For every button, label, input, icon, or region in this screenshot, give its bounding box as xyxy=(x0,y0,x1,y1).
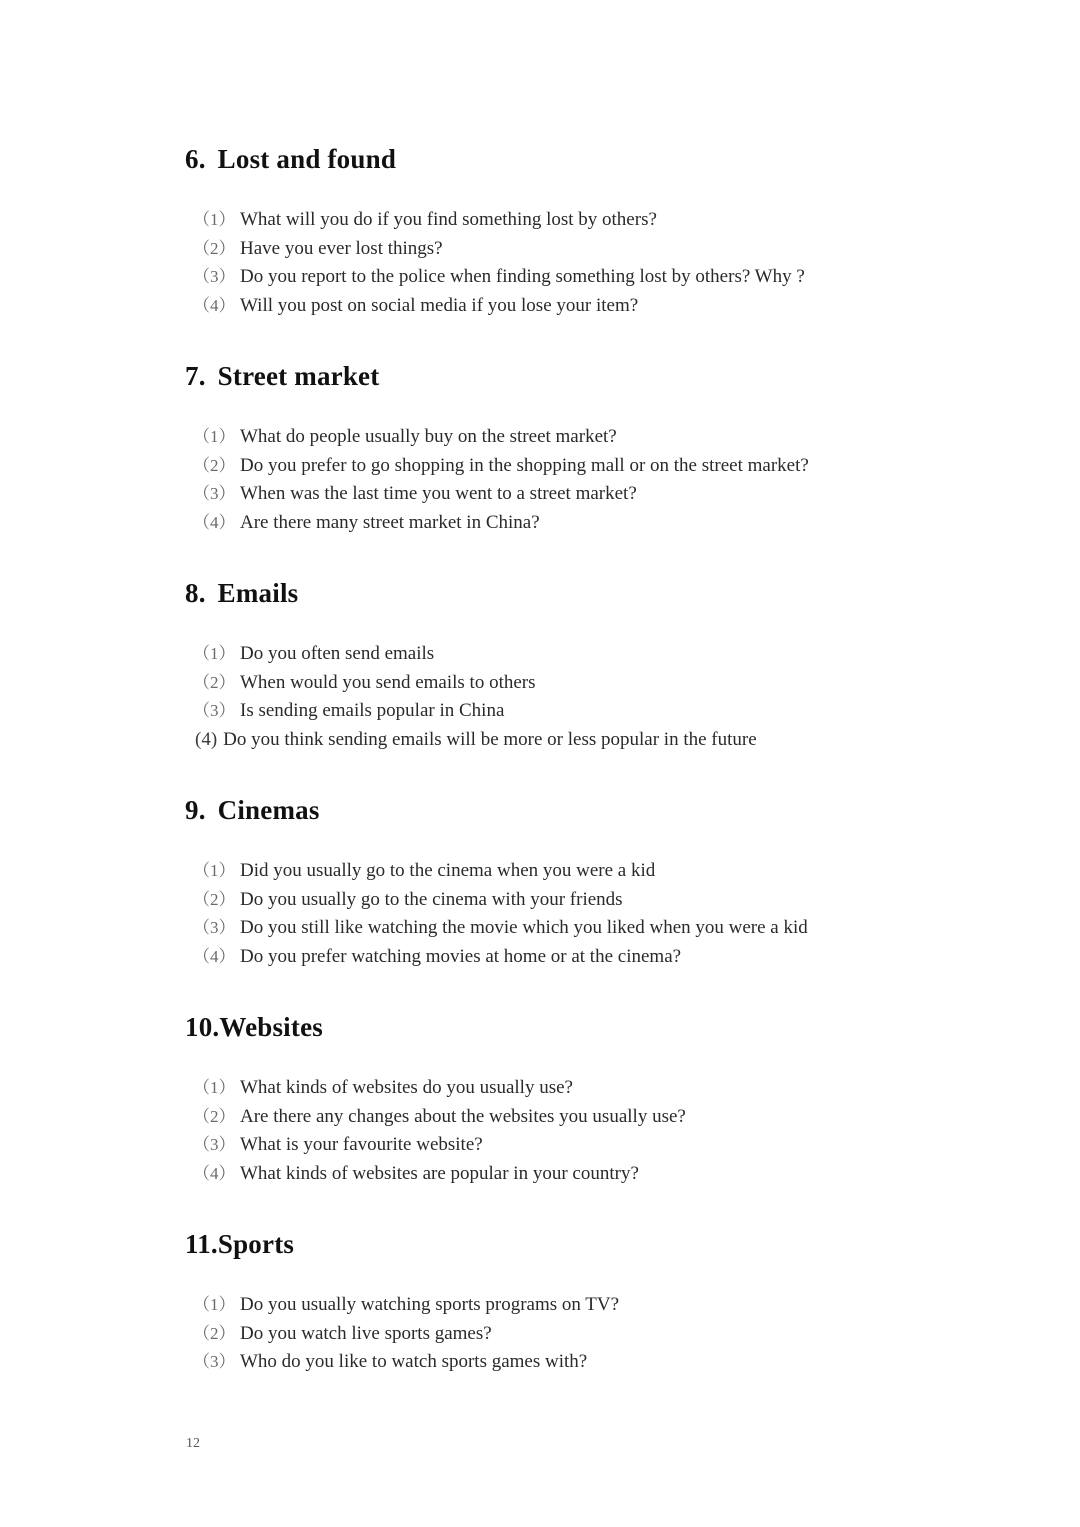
question-item xyxy=(185,640,945,669)
section-title xyxy=(185,1227,945,1261)
question-text: Do you watch live sports games? xyxy=(240,1322,492,1344)
question-text: What kinds of websites do you usually use? xyxy=(240,1077,573,1098)
question-list xyxy=(185,206,945,320)
question-number: （2） xyxy=(193,455,236,475)
question-number: （3） xyxy=(193,484,236,504)
question-number: （3） xyxy=(193,1352,236,1372)
question-number: （1） xyxy=(193,210,236,229)
question-number: （3） xyxy=(193,267,236,287)
question-number: （3） xyxy=(193,918,236,938)
question-text: Are there any changes about the websites you usually use? xyxy=(240,1105,686,1127)
question-text: What will you do if you find something lost by others? xyxy=(240,209,657,230)
section-number: 9. xyxy=(185,795,206,825)
question-number: （2） xyxy=(193,672,236,692)
question-text: Is sending emails popular in China xyxy=(240,700,505,722)
question-item xyxy=(185,206,945,235)
question-item xyxy=(185,423,945,452)
question-number: （1） xyxy=(193,861,236,880)
section-title-text: Sports xyxy=(217,1229,295,1259)
question-item xyxy=(185,1074,945,1103)
question-item xyxy=(185,857,945,886)
question-list xyxy=(185,423,945,537)
question-number: （1） xyxy=(193,644,236,663)
question-item xyxy=(185,480,945,509)
question-item xyxy=(185,669,945,698)
question-item xyxy=(185,263,945,292)
question-number: （3） xyxy=(193,1135,236,1155)
question-text: Who do you like to watch sports games with? xyxy=(240,1351,588,1373)
question-item xyxy=(185,886,945,915)
question-text: Do you report to the police when finding something lost by others? Why ? xyxy=(240,266,805,288)
question-text: Do you often send emails xyxy=(240,643,435,664)
question-text: Do you usually go to the cinema with your friends xyxy=(240,888,623,910)
question-item xyxy=(185,1348,945,1377)
page-number: 12 xyxy=(186,1436,200,1451)
question-item xyxy=(185,292,945,321)
section-title xyxy=(185,359,945,393)
section-title-text: Cinemas xyxy=(217,795,320,825)
question-item xyxy=(185,235,945,264)
question-text: Do you prefer watching movies at home or at the cinema? xyxy=(240,945,682,967)
question-text: When was the last time you went to a street market? xyxy=(240,483,637,505)
question-number: （1） xyxy=(193,427,236,446)
section-number: 10. xyxy=(185,1012,220,1042)
question-number: （2） xyxy=(193,1106,236,1126)
section-number: 8. xyxy=(185,578,206,608)
question-number: （4） xyxy=(193,1163,236,1183)
question-number: （2） xyxy=(193,238,236,258)
section-websites xyxy=(185,1010,945,1188)
question-text: Do you still like watching the movie which you liked when you were a kid xyxy=(240,917,808,939)
section-street-market xyxy=(185,359,945,537)
question-number: （1） xyxy=(193,1078,236,1097)
section-number: 7. xyxy=(185,361,206,391)
section-lost-and-found xyxy=(185,142,945,320)
question-list xyxy=(185,857,945,971)
question-list xyxy=(185,1074,945,1188)
question-number: (4) xyxy=(195,728,218,750)
question-text: Have you ever lost things? xyxy=(240,237,443,259)
section-title xyxy=(185,576,945,610)
question-text: Are there many street market in China? xyxy=(240,511,540,533)
question-number: （2） xyxy=(193,889,236,909)
section-emails xyxy=(185,576,945,754)
question-text: Do you think sending emails will be more or less popular in the future xyxy=(223,728,757,750)
question-item xyxy=(185,509,945,538)
question-item xyxy=(185,452,945,481)
section-title xyxy=(185,1010,945,1044)
question-number: （3） xyxy=(193,701,236,721)
question-text: When would you send emails to others xyxy=(240,671,536,693)
question-item xyxy=(185,914,945,943)
question-text: Do you prefer to go shopping in the shopping mall or on the street market? xyxy=(240,454,809,476)
section-title xyxy=(185,142,945,176)
question-item xyxy=(185,1291,945,1320)
question-number: （2） xyxy=(193,1323,236,1343)
question-number: （1） xyxy=(193,1295,236,1314)
section-title-text: Emails xyxy=(217,578,299,608)
question-item xyxy=(185,697,945,726)
question-item xyxy=(185,1320,945,1349)
question-list xyxy=(185,1291,945,1377)
question-text: What is your favourite website? xyxy=(240,1134,483,1156)
section-title-text: Lost and found xyxy=(217,144,397,174)
section-number: 11. xyxy=(185,1229,218,1259)
question-item xyxy=(185,726,945,755)
question-text: Do you usually watching sports programs on TV? xyxy=(240,1294,620,1315)
section-title-text: Websites xyxy=(219,1012,323,1042)
question-number: （4） xyxy=(193,295,236,315)
question-item xyxy=(185,943,945,972)
question-text: What do people usually buy on the street market? xyxy=(240,426,617,447)
question-number: （4） xyxy=(193,512,236,532)
section-title xyxy=(185,793,945,827)
question-text: What kinds of websites are popular in your country? xyxy=(240,1162,639,1184)
question-text: Did you usually go to the cinema when you were a kid xyxy=(240,860,656,881)
question-item xyxy=(185,1160,945,1189)
question-text: Will you post on social media if you lose your item? xyxy=(240,294,639,316)
section-title-text: Street market xyxy=(217,361,380,391)
question-item xyxy=(185,1131,945,1160)
question-list xyxy=(185,640,945,754)
section-cinemas xyxy=(185,793,945,971)
section-sports xyxy=(185,1227,945,1377)
question-number: （4） xyxy=(193,946,236,966)
section-number: 6. xyxy=(185,144,206,174)
question-item xyxy=(185,1103,945,1132)
